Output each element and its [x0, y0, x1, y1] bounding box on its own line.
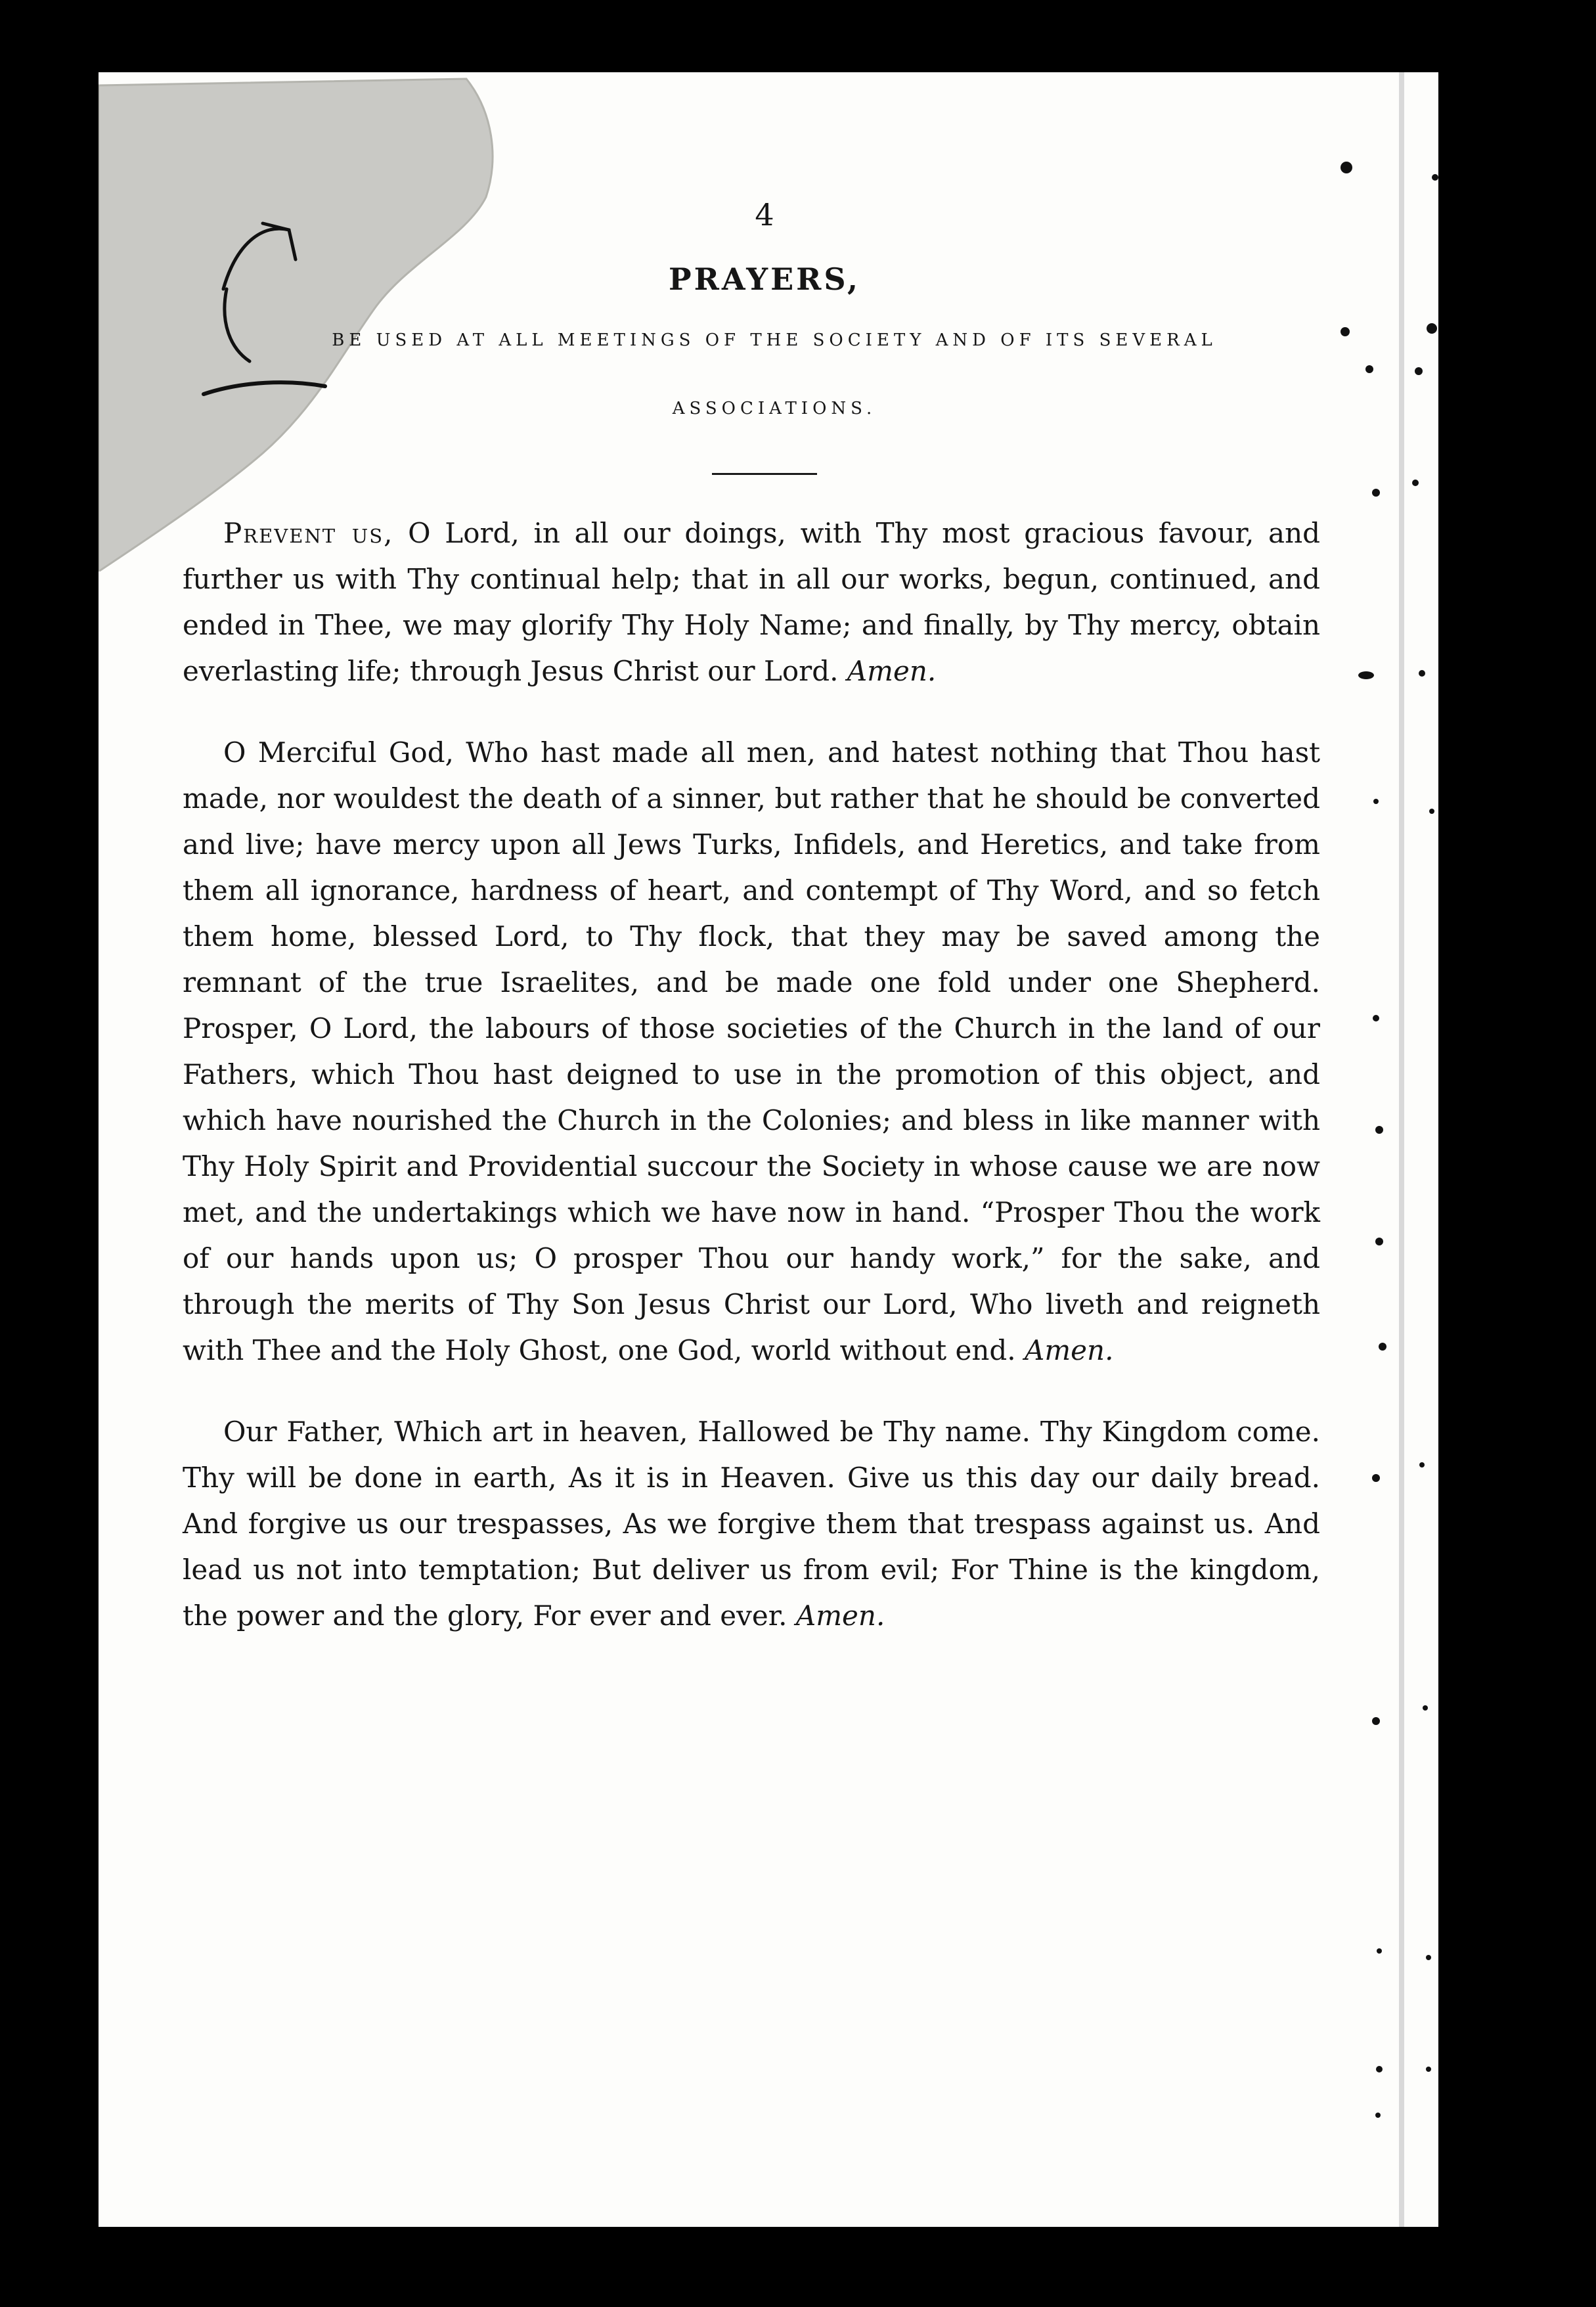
paragraph-text: O Merciful God, Who hast made all men, and hatest nothing that Thou hast made, nor wouldest the death of a sinner, but rather that he should be converted and live; have mercy upon all Jews Turks, Infidels, and Heretics, and take from them all ignorance, hardness of heart, and contempt of Thy Word, and so fetch them home, blessed Lord, to Thy flock, that they may be saved among the remnant of the true Israelites, and be made one fold under one Shepherd. Prosper, O Lord, the labours of those societies of the Church in the land of our Fathers, which Thou hast deigned to use in the promotion of this object, and which have nourished the Church in the Colonies; and bless in like manner with Thy Holy Spirit and Providential succour the Society in whose cause we are now met, and the undertakings which we have now in hand. “Prosper Thou the work of our hands upon us; O prosper Thou our handy work,” for the sake, and through the merits of Thy Son Jesus Christ our Lord, Who liveth and reigneth with Thee and the Holy Ghost, one God, world without end.	[183, 736, 1320, 1366]
paragraph-text: Our Father, Which art in heaven, Hallowed be Thy name. Thy Kingdom come. Thy will be done in earth, As it is in Heaven. Give us this day our daily bread. And forgive us our trespasses, As we forgive them that trespass against us. And lead us not into temptation; But deliver us from evil; For Thine is the kingdom, the power and the glory, For ever and ever.	[183, 1416, 1320, 1632]
page-number: 4	[755, 197, 774, 233]
page-subtitle: BE USED AT ALL MEETINGS OF THE SOCIETY AND OF ITS SEVERAL ASSOCIATIONS.	[332, 330, 1217, 418]
page-title: PRAYERS,	[669, 261, 860, 297]
amen-text: Amen.	[795, 1600, 885, 1632]
paragraph-lead: Prevent us,	[223, 517, 394, 549]
amen-text: Amen.	[1025, 1334, 1114, 1366]
margin-specks	[99, 72, 1438, 2227]
paragraph-text: O Lord, in all our doings, with Thy most gracious favour, and further us with Thy continual help; that in all our works, begun, continued, and ended in Thee, we may glorify Thy Holy Name; and finally, by Thy mercy, obtain everlasting life; through Jesus Christ our Lord.	[183, 517, 1321, 687]
amen-text: Amen.	[847, 655, 937, 687]
document-page	[99, 72, 1438, 2227]
